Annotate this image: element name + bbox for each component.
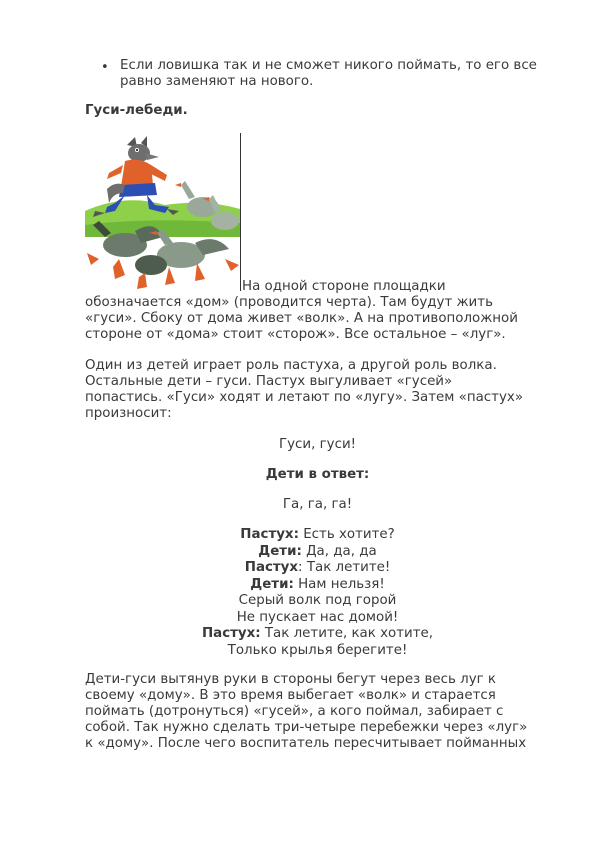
dialog-line (85, 610, 550, 627)
intro-line-4: стороне от «дома» стоит «сторож». Все остальное – «луг». (85, 327, 506, 342)
para3-line-3: поймать (дотронуться) «гусей», а кого поймал, забирает с (85, 704, 504, 719)
para3-line-4: собой. Так нужно сделать три-четыре перебежки через «луг» (85, 720, 528, 735)
dialog-line (85, 643, 550, 660)
answer-label: Дети в ответ: (265, 467, 370, 482)
dialog-text: Да, да, да (301, 543, 377, 559)
dialog-text: Нам нельзя! (293, 576, 385, 592)
section-title: Гуси-лебеди. (85, 103, 188, 118)
call-line: Гуси, гуси! (278, 437, 357, 452)
bullet-marker: • (101, 60, 109, 75)
para2-line-2: Остальные дети – гуси. Пастух выгуливает «гусей» (85, 374, 453, 389)
para2-line-3: попастись. «Гуси» ходят и летают по «лугу». Затем «пастух» (85, 390, 524, 405)
intro-line-2: обозначается «дом» (проводится черта). Там будут жить (85, 295, 493, 310)
dialog-line (85, 527, 550, 544)
dialog-speaker: Пастух (244, 560, 299, 575)
dialog-line (85, 626, 550, 643)
illustration-svg (85, 133, 240, 291)
dialog-speaker: Пастух: (240, 527, 299, 542)
intro-line-3: «гуси». Сбоку от дома живет «волк». А на противоположной (85, 311, 518, 326)
intro-line-1: На одной стороне площадки (242, 279, 446, 294)
dialog-speaker: Пастух: (201, 626, 261, 641)
dialog-speaker: Дети: (258, 543, 302, 559)
dialog-line (85, 577, 550, 594)
dialog-text: : Так летите! (298, 560, 391, 575)
para2-line-4: произносит: (85, 406, 172, 421)
para2-line-1: Один из детей играет роль пастуха, а другой роль волка. (85, 358, 497, 373)
dialog-text: Серый волк под горой (238, 593, 397, 608)
dialog-line (85, 560, 550, 577)
dialog-text: Только крылья берегите! (227, 642, 408, 658)
wolf-and-geese-illustration (85, 133, 241, 291)
para3-line-5: к «дому». После чего воспитатель пересчитывает пойманных (85, 736, 527, 751)
dialog-line (85, 593, 550, 610)
dialog-line (85, 544, 550, 561)
dialog-text: Не пускает нас домой! (236, 609, 399, 625)
answer-line: Га, га, га! (282, 497, 353, 512)
dialog-text: Так летите, как хотите, (260, 626, 434, 641)
dialog-block (85, 527, 550, 659)
dialog-text: Есть хотите? (298, 527, 395, 542)
para3-line-1: Дети-гуси вытянув руки в стороны бегут через весь луг к (85, 672, 496, 687)
bullet-text: Если ловишка так и не сможет никого поймать, то его все равно заменяют на нового. (120, 58, 537, 89)
para3-line-2: своему «дому». В это время выбегает «волк» и старается (85, 688, 496, 703)
dialog-speaker: Дети: (250, 576, 294, 592)
